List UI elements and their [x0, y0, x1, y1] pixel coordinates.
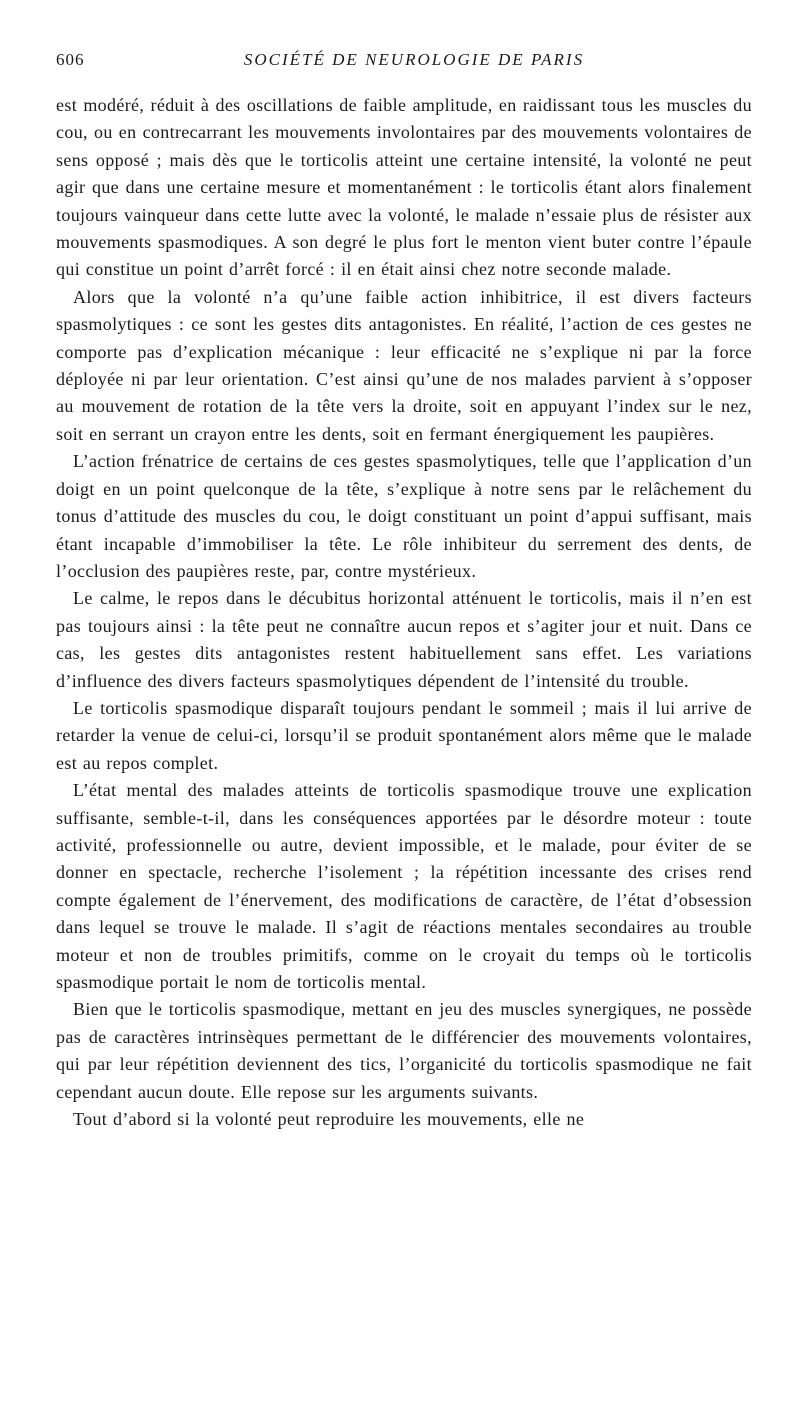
- running-title: SOCIÉTÉ DE NEUROLOGIE DE PARIS: [243, 50, 585, 69]
- running-head: [56, 50, 752, 76]
- page-number: 606: [56, 50, 85, 69]
- paragraph: Tout d’abord si la volonté peut reproduire les mouvements, elle ne: [73, 1109, 585, 1130]
- body-text: [56, 92, 752, 1133]
- page: [56, 50, 752, 1133]
- paragraph: Le calme, le repos dans le décubitus horizontal atténuent le torticolis, mais il n’en est pas toujours ainsi : la tête peut ne connaître aucun repos et s’agiter jour et nuit. Dans ce cas, les gestes dits antagonistes restent habituellement sans effet. Les variations d’influence des divers facteurs spasmolytiques dépendent de l’intensité du trouble.: [56, 588, 752, 691]
- paragraph: Le torticolis spasmodique disparaît toujours pendant le sommeil ; mais il lui arrive de retarder la venue de celui-ci, lorsqu’il se produit spontanément alors même que le malade est au repos complet.: [56, 697, 752, 773]
- paragraph: est modéré, réduit à des oscillations de faible amplitude, en raidissant tous les muscles du cou, ou en contrecarrant les mouvements involontaires par des mouvements volontaires de sens opposé ; mais dès que le torticolis atteint une certaine intensité, la volonté ne peut agir que dans une certaine mesure et momentanément : le torticolis étant alors finalement toujours vainqueur dans cette lutte avec la volonté, le malade n’essaie plus de résister aux mouvements spasmodiques. A son degré le plus fort le menton vient buter contre l’épaule qui constitue un point d’arrêt forcé : il en était ainsi chez notre seconde malade.: [56, 95, 752, 280]
- paragraph: L’action frénatrice de certains de ces gestes spasmolytiques, telle que l’application d’un doigt en un point quelconque de la tête, s’explique à notre sens par le relâchement du tonus d’attitude des muscles du cou, le doigt constituant un point d’appui suffisant, mais étant incapable d’immobiliser la tête. Le rôle inhibiteur du serrement des dents, de l’occlusion des paupières reste, par, contre mystérieux.: [56, 451, 752, 581]
- paragraph: L’état mental des malades atteints de torticolis spasmodique trouve une explication suffisante, semble-t-il, dans les conséquences apportées par le désordre moteur : toute activité, professionnelle ou autre, devient impossible, et le malade, pour éviter de se donner en spectacle, recherche l’isolement ; la répétition incessante des crises rend compte également de l’énervement, des modifications de caractère, de l’état d’obsession dans lequel se trouve le malade. Il s’agit de réactions mentales secondaires au trouble moteur et non de troubles primitifs, comme on le croyait du temps où le torticolis spasmodique portait le nom de torticolis mental.: [56, 780, 752, 992]
- paragraph: Bien que le torticolis spasmodique, mettant en jeu des muscles synergiques, ne possède pas de caractères intrinsèques permettant de le différencier des mouvements volontaires, qui par leur répétition deviennent des tics, l’organicité du torticolis spasmodique ne fait cependant aucun doute. Elle repose sur les arguments suivants.: [56, 999, 752, 1102]
- paragraph: Alors que la volonté n’a qu’une faible action inhibitrice, il est divers facteurs spasmolytiques : ce sont les gestes dits antagonistes. En réalité, l’action de ces gestes ne comporte pas d’explication mécanique : leur efficacité ne s’explique ni par la force déployée ni par leur orientation. C’est ainsi qu’une de nos malades parvient à s’opposer au mouvement de rotation de la tête vers la droite, soit en appuyant l’index sur le nez, soit en serrant un crayon entre les dents, soit en fermant énergiquement les paupières.: [56, 286, 752, 444]
